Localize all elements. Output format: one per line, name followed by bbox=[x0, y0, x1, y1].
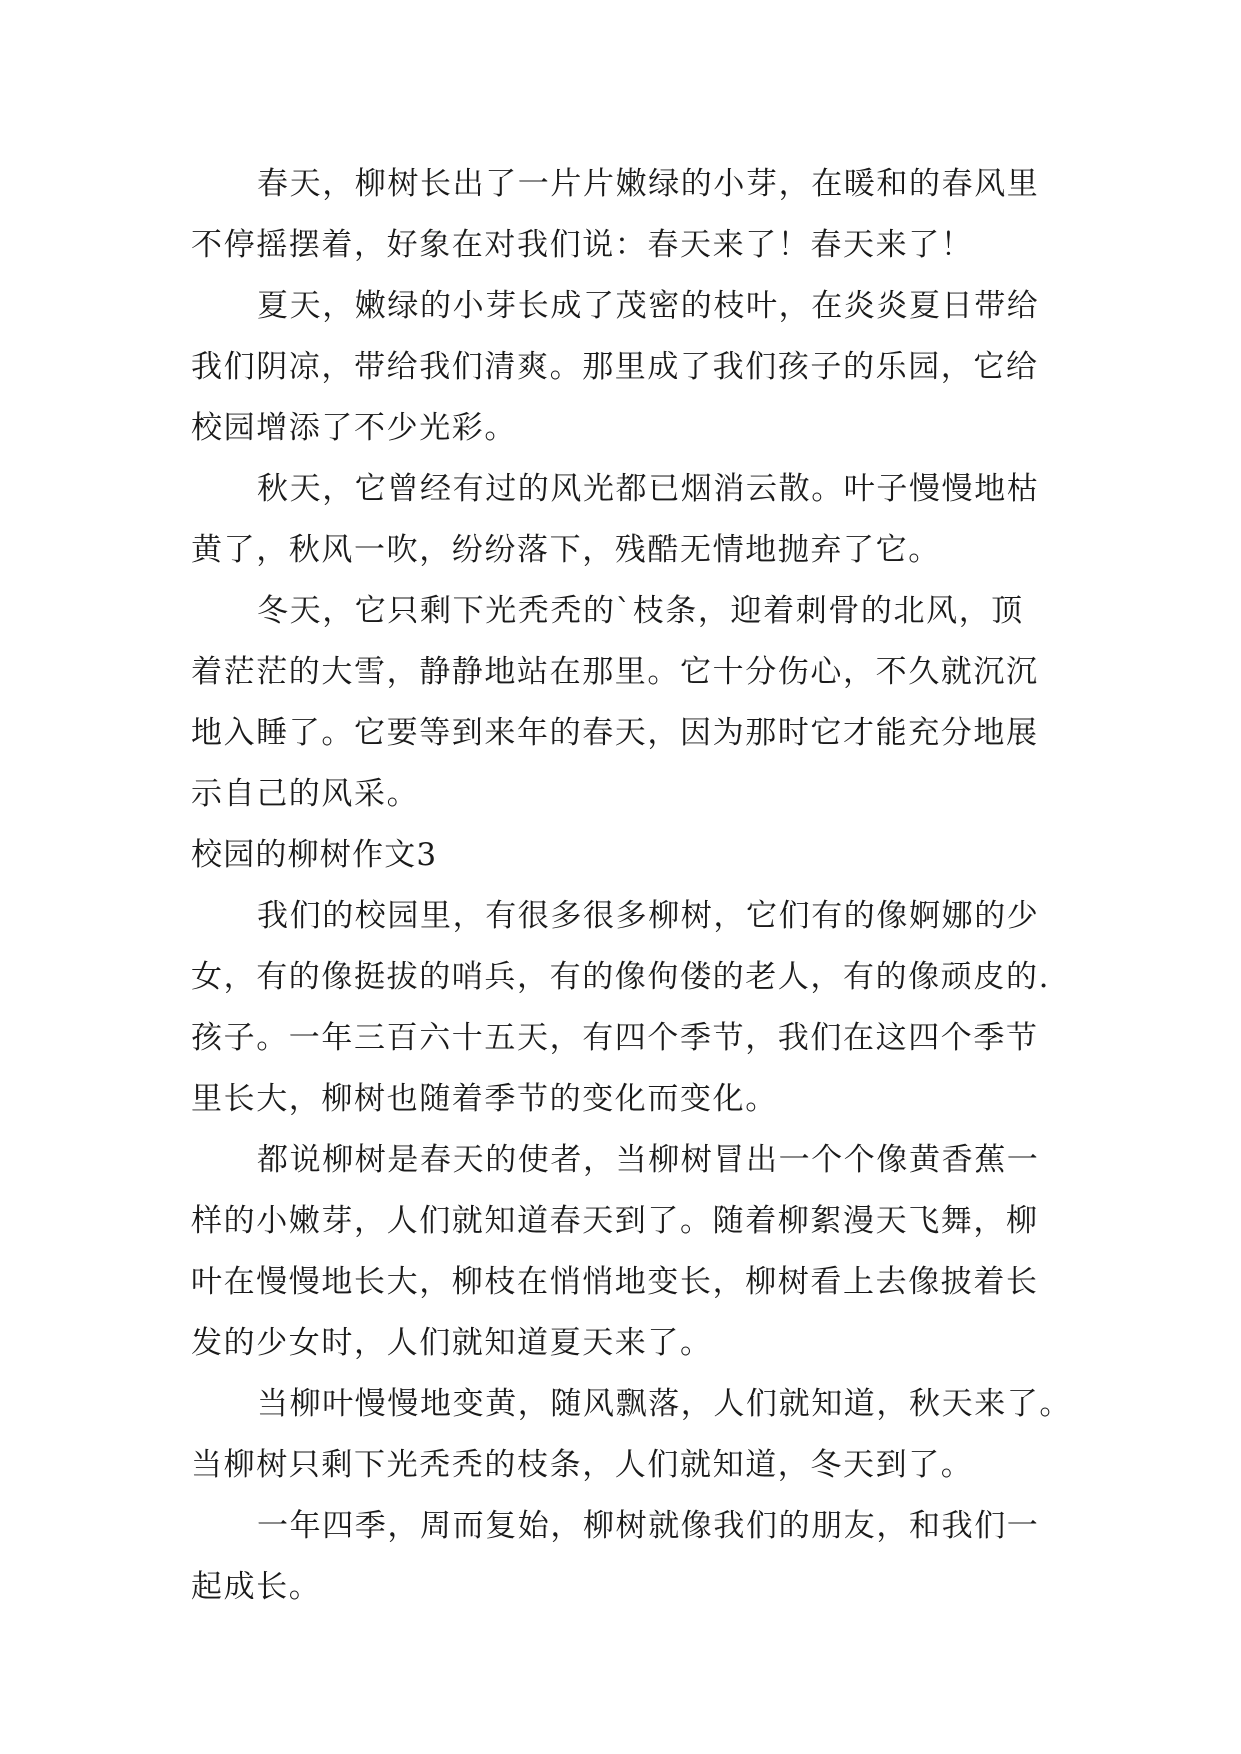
text-line-winter-1: 冬天，它只剩下光秃秃的`枝条，迎着刺骨的北风，顶 bbox=[257, 593, 1024, 629]
text-line-summer-2: 我们阴凉，带给我们清爽。那里成了我们孩子的乐园，它给 bbox=[191, 349, 1039, 385]
text-line-fall-2: 当柳树只剩下光秃秃的枝条，人们就知道，冬天到了。 bbox=[191, 1447, 974, 1483]
text-line-intro-3: 孩子。一年三百六十五天，有四个季节，我们在这四个季节 bbox=[191, 1020, 1039, 1056]
document-page bbox=[191, 154, 1072, 1618]
text-line-intro-2: 女，有的像挺拔的哨兵，有的像佝偻的老人，有的像顽皮的. bbox=[191, 959, 1051, 995]
text-line-envoy-2: 样的小嫩芽，人们就知道春天到了。随着柳絮漫天飞舞，柳 bbox=[191, 1203, 1039, 1239]
text-line-winter-3: 地入睡了。它要等到来年的春天，因为那时它才能充分地展 bbox=[191, 715, 1039, 751]
text-line-envoy-1: 都说柳树是春天的使者，当柳树冒出一个个像黄香蕉一 bbox=[257, 1142, 1040, 1178]
text-line-envoy-4: 发的少女时，人们就知道夏天来了。 bbox=[191, 1325, 713, 1361]
text-line-fall-1: 当柳叶慢慢地变黄，随风飘落，人们就知道，秋天来了。 bbox=[257, 1386, 1072, 1422]
text-line-close-2: 起成长。 bbox=[191, 1569, 322, 1605]
text-line-autumn-1: 秋天，它曾经有过的风光都已烟消云散。叶子慢慢地枯 bbox=[257, 471, 1040, 507]
text-line-close-1: 一年四季，周而复始，柳树就像我们的朋友，和我们一 bbox=[257, 1508, 1040, 1544]
text-line-spring-2: 不停摇摆着，好象在对我们说：春天来了！春天来了！ bbox=[191, 227, 974, 263]
text-line-envoy-3: 叶在慢慢地长大，柳枝在悄悄地变长，柳树看上去像披着长 bbox=[191, 1264, 1039, 1300]
text-line-spring-1: 春天，柳树长出了一片片嫩绿的小芽，在暖和的春风里 bbox=[257, 166, 1040, 202]
text-line-intro-1: 我们的校园里，有很多很多柳树，它们有的像婀娜的少 bbox=[257, 898, 1040, 934]
text-line-winter-4: 示自己的风采。 bbox=[191, 776, 420, 812]
text-line-autumn-2: 黄了，秋风一吹，纷纷落下，残酷无情地抛弃了它。 bbox=[191, 532, 941, 568]
text-line-intro-4: 里长大，柳树也随着季节的变化而变化。 bbox=[191, 1081, 778, 1117]
text-line-summer-3: 校园增添了不少光彩。 bbox=[191, 410, 517, 446]
text-line-winter-2: 着茫茫的大雪，静静地站在那里。它十分伤心，不久就沉沉 bbox=[191, 654, 1039, 690]
section-heading: 校园的柳树作文3 bbox=[191, 837, 438, 873]
text-line-summer-1: 夏天，嫩绿的小芽长成了茂密的枝叶，在炎炎夏日带给 bbox=[257, 288, 1040, 324]
